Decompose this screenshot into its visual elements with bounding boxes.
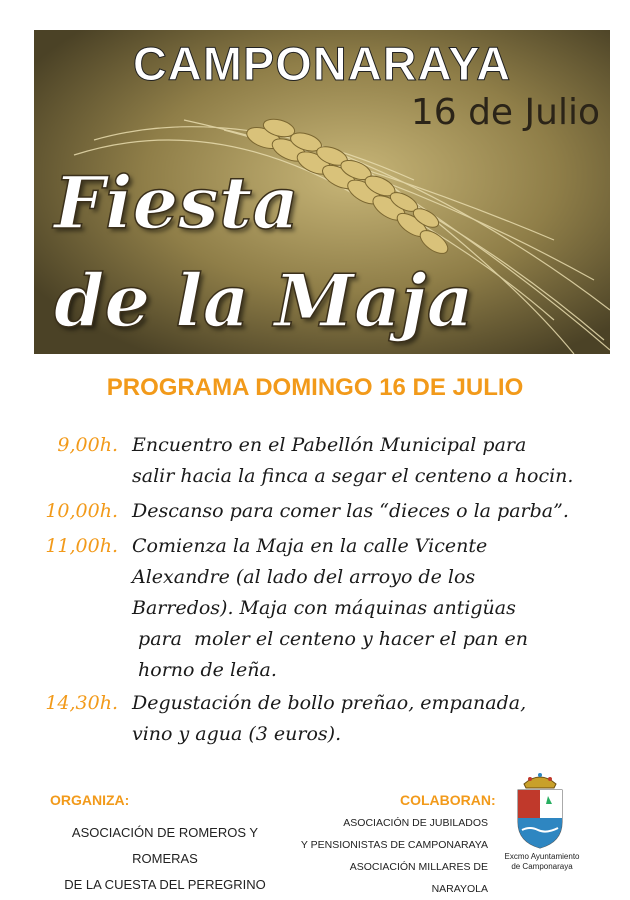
description-line: Alexandre (al lado del arroyo de los: [132, 566, 476, 588]
program-item-time: 11,00h.: [45, 535, 118, 557]
fiesta-title-line2: de la Maja: [54, 258, 474, 343]
organizer-line: ASOCIACIÓN DE ROMEROS Y ROMERAS: [71, 825, 259, 866]
crest-caption: [492, 852, 592, 872]
fiesta-title-line1: Fiesta: [54, 160, 299, 245]
municipal-crest-icon: [510, 770, 570, 850]
organiza-label: ORGANIZA:: [50, 792, 130, 808]
program-item-time: 10,00h.: [45, 500, 118, 522]
colaboran-text: [300, 812, 488, 900]
description-line: Degustación de bollo preñao, empanada,: [132, 692, 527, 714]
description-line: Encuentro en el Pabellón Municipal para: [132, 434, 527, 456]
collaborator-line: ASOCIACIÓN DE JUBILADOS: [343, 817, 488, 829]
program-item-time: 9,00h.: [57, 434, 118, 456]
program-item-description: [132, 496, 602, 527]
organizer-line: DE LA CUESTA DEL PEREGRINO: [64, 877, 266, 892]
collaborator-line: ASOCIACIÓN MILLARES DE NARAYOLA: [349, 861, 488, 895]
program-item-description: [132, 688, 602, 750]
colaboran-label: COLABORAN:: [400, 792, 496, 808]
description-line: salir hacia la finca a segar el centeno a hocin.: [132, 465, 574, 487]
program-item-description: [132, 430, 602, 492]
crest-caption-line: de Camponaraya: [511, 862, 573, 871]
event-location-title: CAMPONARAYA: [132, 37, 512, 90]
description-line: para moler el centeno y hacer el pan en: [132, 628, 528, 650]
collaborator-line: Y PENSIONISTAS DE CAMPONARAYA: [300, 839, 488, 851]
description-line: Descanso para comer las “dieces o la parba”.: [132, 500, 569, 522]
program-item-time: 14,30h.: [45, 692, 118, 714]
description-line: Comienza la Maja en la calle Vicente: [132, 535, 488, 557]
event-date: 16 de Julio: [410, 92, 600, 133]
description-line: horno de leña.: [132, 659, 277, 681]
program-heading: PROGRAMA DOMINGO 16 DE JULIO: [106, 374, 524, 401]
hero-banner: [34, 30, 610, 354]
description-line: vino y agua (3 euros).: [132, 723, 342, 745]
description-line: Barredos). Maja con máquinas antigüas: [132, 597, 516, 619]
program-item-description: [132, 531, 602, 686]
organiza-text: [40, 820, 290, 898]
crest-caption-line: Excmo Ayuntamiento: [504, 852, 580, 861]
